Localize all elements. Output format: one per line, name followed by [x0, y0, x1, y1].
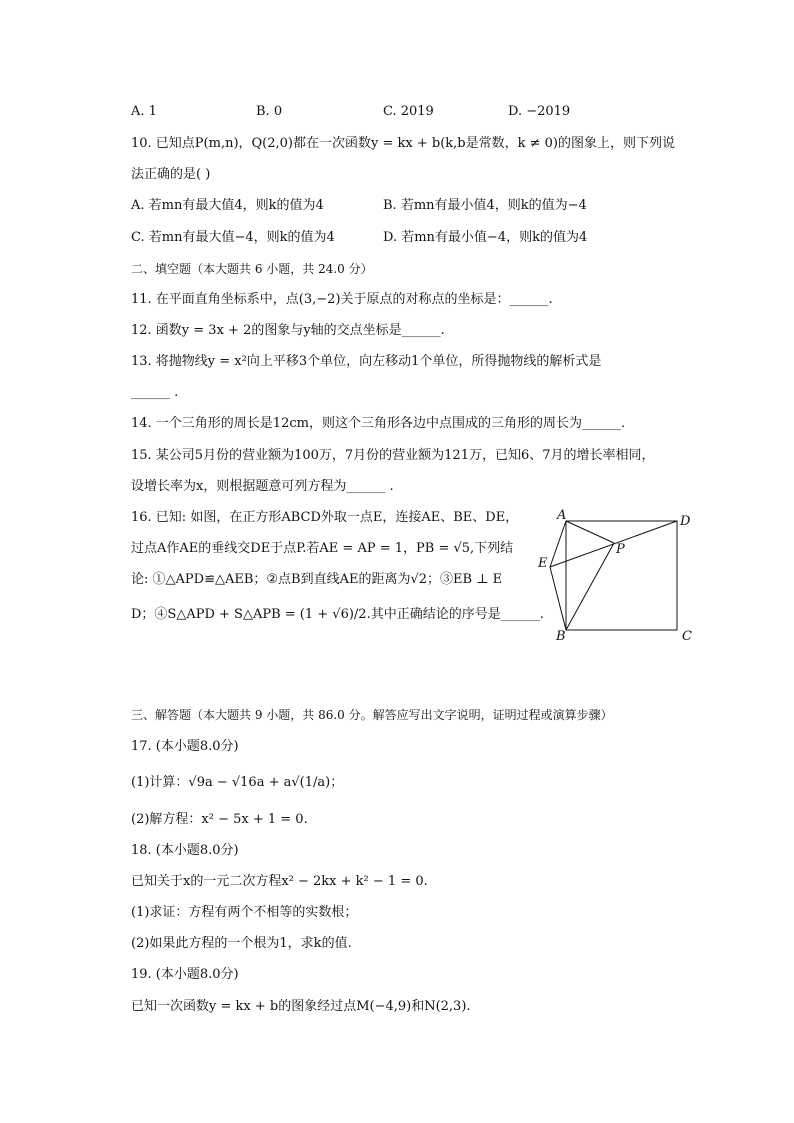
q15-line2: 设增长率为x，则根据题意可列方程为______ .	[131, 479, 394, 494]
label-e: E	[538, 556, 548, 571]
label-b: B	[556, 629, 566, 643]
label-a: A	[557, 508, 567, 523]
label-c: C	[682, 629, 692, 643]
section3-heading: 三、解答题（本大题共 9 小题，共 86.0 分。解答应写出文字说明，证明过程或演算步骤）	[131, 708, 613, 722]
label-d: D	[680, 514, 691, 529]
q9-option-c: C. 2019	[383, 104, 434, 119]
q17-part1: (1)计算：√9a − √16a + a√(1/a)；	[131, 775, 344, 790]
segment-pb	[566, 543, 614, 630]
label-p: P	[616, 542, 625, 557]
q9-option-a: A. 1	[131, 104, 157, 119]
q10-stem-line2: 法正确的是( )	[131, 167, 211, 182]
q11-text: 11. 在平面直角坐标系中，点(3,−2)关于原点的对称点的坐标是：______.	[131, 292, 553, 307]
q18-part2: (2)如果此方程的一个根为1，求k的值.	[131, 936, 352, 951]
q16-geometry-figure	[535, 508, 705, 643]
segment-ae	[550, 521, 566, 567]
q12-text: 12. 函数y = 3x + 2的图象与y轴的交点坐标是______.	[131, 323, 445, 338]
q16-line4: D；④S△APD + S△APB = (1 + √6)/2.其中正确结论的序号是______.	[131, 607, 544, 622]
q19-stem: 已知一次函数y = kx + b的图象经过点M(−4,9)和N(2,3).	[131, 999, 471, 1014]
q13-line2: ______ .	[131, 385, 179, 400]
q19-title: 19. (本小题8.0分)	[131, 967, 239, 982]
q10-option-c: C. 若mn有最大值−4，则k的值为4	[131, 230, 335, 245]
q10-option-b: B. 若mn有最小值4，则k的值为−4	[383, 198, 587, 213]
q16-line2: 过点A作AE的垂线交DE于点P.若AE = AP = 1，PB = √5,下列结	[131, 541, 514, 556]
q15-line1: 15. 某公司5月份的营业额为100万，7月份的营业额为121万，已知6、7月的增长率相同，	[131, 448, 655, 463]
segment-eb	[550, 567, 566, 630]
q18-stem: 已知关于x的一元二次方程x² − 2kx + k² − 1 = 0.	[131, 874, 428, 889]
q10-option-d: D. 若mn有最小值−4，则k的值为4	[383, 230, 588, 245]
square-abcd	[566, 521, 677, 630]
q10-stem-line1: 10. 已知点P(m,n)，Q(2,0)都在一次函数y = kx + b(k,b是常数，k ≠ 0)的图象上，则下列说	[131, 136, 675, 151]
q10-option-a: A. 若mn有最大值4，则k的值为4	[131, 198, 324, 213]
q9-option-b: B. 0	[256, 104, 283, 119]
q13-line1: 13. 将抛物线y = x²向上平移3个单位，向左移动1个单位，所得抛物线的解析式是	[131, 354, 602, 369]
q9-option-d: D. −2019	[508, 104, 571, 119]
q18-title: 18. (本小题8.0分)	[131, 843, 239, 858]
segment-ap	[566, 521, 614, 543]
q16-line1: 16. 已知: 如图，在正方形ABCD外取一点E，连接AE、BE、DE，	[131, 510, 519, 525]
q14-text: 14. 一个三角形的周长是12cm，则这个三角形各边中点围成的三角形的周长为______.	[131, 416, 626, 431]
q16-line3: 论: ①△APD≌△AEB；②点B到直线AE的距离为√2；③EB ⊥ E	[131, 572, 503, 587]
q17-title: 17. (本小题8.0分)	[131, 739, 239, 754]
section2-heading: 二、填空题（本大题共 6 小题，共 24.0 分）	[131, 262, 373, 276]
q17-part2: (2)解方程：x² − 5x + 1 = 0.	[131, 812, 308, 827]
q18-part1: (1)求证：方程有两个不相等的实数根；	[131, 905, 358, 920]
